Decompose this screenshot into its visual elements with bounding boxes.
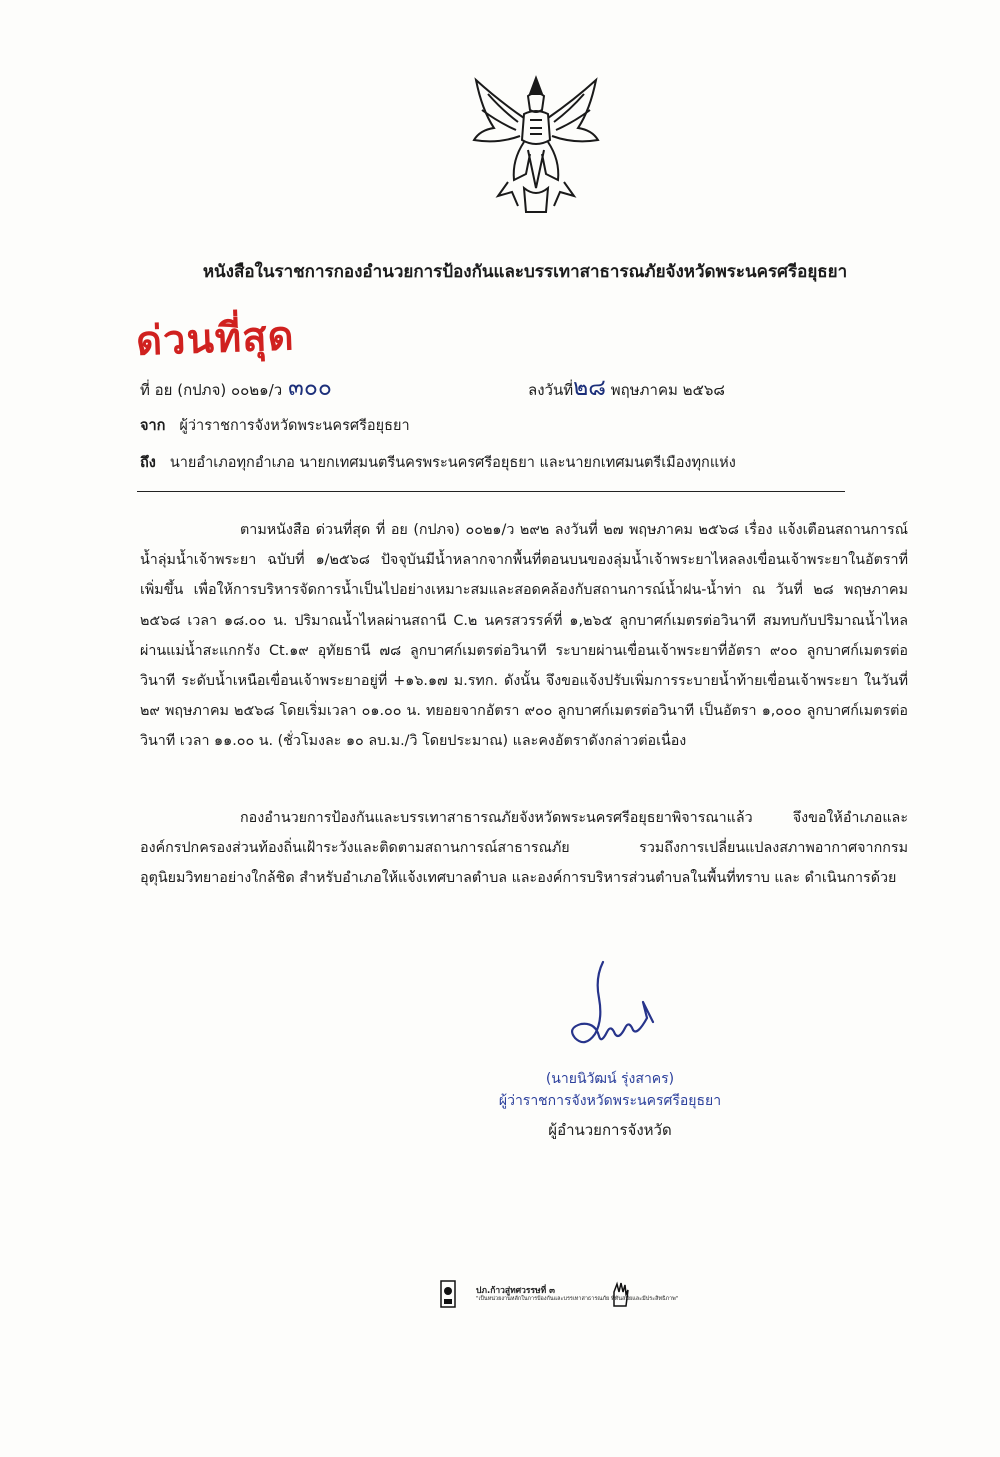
signer-role: ผู้อำนวยการจังหวัด bbox=[548, 1121, 672, 1139]
date-prefix: ลงวันที่ bbox=[528, 381, 574, 399]
to-value: นายอำเภอทุกอำเภอ นายกเทศมนตรีนครพระนครศรีอยุธยา และนายกเทศมนตรีเมืองทุกแห่ง bbox=[169, 455, 736, 471]
from-label: จาก bbox=[140, 418, 166, 434]
signer-name: (นายนิวัฒน์ รุ่งสาคร) bbox=[545, 1071, 675, 1087]
body-paragraph-1 bbox=[140, 515, 908, 757]
date-month-year: พฤษภาคม ๒๕๖๘ bbox=[610, 381, 725, 399]
document-date bbox=[528, 370, 725, 406]
reference-number bbox=[140, 370, 332, 406]
body-paragraph-2-text: กองอำนวยการป้องกันและบรรเทาสาธารณภัยจังหวัดพระนครศรีอยุธยาพิจารณาแล้ว จึงขอให้อำเภอและองค์กรปกครองส่วนท้องถิ่นเฝ้าระวังและติดตามสถานการณ์สาธารณภัย รวมถึงการเปลี่ยนแปลงสภาพอากาศจากกรมอุตุนิยมวิทยาอย่างใกล้ชิด สำหรับอำเภอให้แจ้งเทศบาลตำบล และองค์การบริหารส่วนตำบลในพื้นที่ทราบ และ ดำเนินการด้วย bbox=[140, 810, 908, 887]
reference-handwritten-number: ๓๐๐ bbox=[288, 375, 332, 401]
footer-slogan: ปภ.ก้าวสู่ทศวรรษที่ ๓ bbox=[476, 1286, 555, 1296]
document-heading: หนังสือในราชการกองอำนวยการป้องกันและบรรเทาสาธารณภัยจังหวัดพระนครศรีอยุธยา bbox=[202, 262, 848, 282]
body-paragraph-2 bbox=[140, 803, 908, 894]
from-value: ผู้ว่าราชการจังหวัดพระนครศรีอยุธยา bbox=[179, 418, 410, 434]
garuda-emblem-icon bbox=[468, 70, 604, 220]
signer-position: ผู้ว่าราชการจังหวัดพระนครศรีอยุธยา bbox=[498, 1093, 722, 1109]
divider bbox=[137, 491, 845, 492]
footer-branding bbox=[440, 1276, 679, 1316]
dpm-logo-icon bbox=[440, 1280, 456, 1308]
body-paragraph-1-text: ตามหนังสือ ด่วนที่สุด ที่ อย (กปภจ) ๐๐๒๑/ว ๒๙๒ ลงวันที่ ๒๗ พฤษภาคม ๒๕๖๘ เรื่อง แจ้งเตือนสถานการณ์น้ำลุ่มน้ำเจ้าพระยา ฉบับที่ ๑/๒๕๖๘ ปัจจุบันมีน้ำหลากจากพื้นที่ตอนบนของลุ่มน้ำเจ้าพระยาไหลลงเขื่อนเจ้าพระยาในอัตราที่เพิ่มขึ้น เพื่อให้การบริหารจัดการน้ำเป็นไปอย่างเหมาะสมและสอดคล้องกับสถานการณ์น้ำฝน-น้ำท่า ณ วันที่ ๒๘ พฤษภาคม ๒๕๖๘ เวลา ๑๘.๐๐ น. ปริมาณน้ำไหลผ่านสถานี C.๒ นครสวรรค์ที่ ๑,๒๖๕ ลูกบาศก์เมตรต่อวินาที สมทบกับปริมาณน้ำไหลผ่านแม่น้ำสะแกกรัง Ct.๑๙ อุทัยธานี ๗๘ ลูกบาศก์เมตรต่อวินาที ระบายผ่านเขื่อนเจ้าพระยาที่อัตรา ๙๐๐ ลูกบาศก์เมตรต่อวินาที ระดับน้ำเหนือเขื่อนเจ้าพระยาอยู่ที่ +๑๖.๑๗ ม.รทก. ดังนั้น จึงขอแจ้งปรับเพิ่มการระบายน้ำท้ายเขื่อนเจ้าพระยา ในวันที่ ๒๙ พฤษภาคม ๒๕๖๘ โดยเริ่มเวลา ๐๑.๐๐ น. ทยอยจากอัตรา ๙๐๐ ลูกบาศก์เมตรต่อวินาที เป็นอัตรา ๑,๐๐๐ ลูกบาศก์เมตรต่อวินาที เวลา ๑๑.๐๐ น. (ชั่วโมงละ ๑๐ ลบ.ม./วิ โดยประมาณ) และคงอัตราดังกล่าวต่อเนื่อง bbox=[140, 522, 908, 750]
to-label: ถึง bbox=[140, 455, 156, 471]
from-line bbox=[140, 414, 410, 437]
date-handwritten-day: ๒๘ bbox=[573, 375, 606, 401]
hand-mark-icon bbox=[610, 1280, 630, 1308]
urgency-stamp: ด่วนที่สุด bbox=[135, 312, 296, 365]
reference-prefix: ที่ อย (กปภจ) ๐๐๒๑/ว bbox=[140, 381, 283, 399]
footer-tagline: "เป็นหน่วยงานหลักในการป้องกันและบรรเทาสาธารณภัย ที่ทันสมัยและมีประสิทธิภาพ" bbox=[476, 1296, 679, 1302]
handwritten-signature-icon bbox=[555, 958, 670, 1058]
to-line bbox=[140, 451, 736, 474]
